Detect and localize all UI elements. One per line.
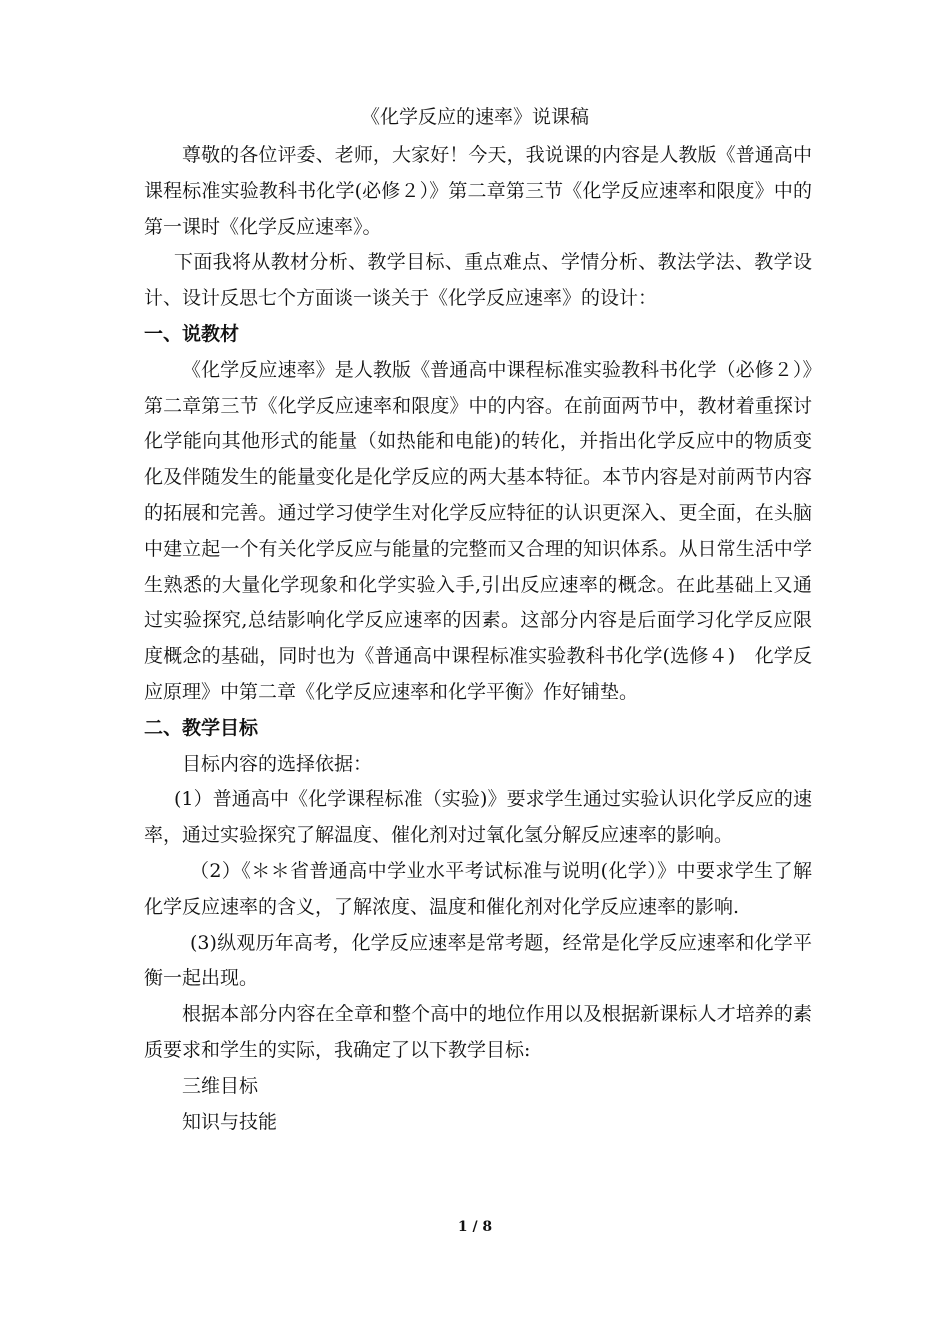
page-title: 《化学反应的速率》说课稿 — [360, 106, 589, 128]
basis-intro-paragraph: 目标内容的选择依据： — [182, 752, 373, 775]
three-dimension-label: 三维目标 — [182, 1074, 259, 1097]
page-number: 1 / 8 — [457, 1219, 493, 1235]
document-body — [144, 138, 812, 1140]
intro-paragraph-2: 下面我将从教材分析、教学目标、重点难点、学情分析、教法学法、教学设计、设计反思七个方面谈一谈关于《化学反应速率》的设计： — [144, 251, 812, 310]
knowledge-skills-label: 知识与技能 — [182, 1110, 278, 1133]
basis-item-3: (3)纵观历年高考，化学反应速率是常考题，经常是化学反应速率和化学平衡一起出现。 — [144, 931, 812, 990]
section-heading-textbook: 一、说教材 — [144, 322, 240, 345]
determine-paragraph: 根据本部分内容在全章和整个高中的地位作用以及根据新课标人才培养的素质要求和学生的实际，我确定了以下教学目标: — [144, 1003, 812, 1061]
section-heading-objectives: 二、教学目标 — [144, 716, 259, 739]
basis-item-2: （2）《＊＊省普通高中学业水平考试标准与说明(化学）》中要求学生了解化学反应速率的含义，了解浓度、温度和催化剂对化学反应速率的影响. — [144, 859, 812, 918]
basis-item-1: (1）普通高中《化学课程标准（实验)》要求学生通过实验认识化学反应的速率，通过实验探究了解温度、催化剂对过氧化氢分解反应速率的影响。 — [144, 788, 812, 847]
intro-paragraph-1: 尊敬的各位评委、老师，大家好！今天，我说课的内容是人教版《普通高中课程标准实验教科书化学(必修２）》第二章第三节《化学反应速率和限度》中的第一课时《化学反应速率》。 — [144, 144, 812, 238]
textbook-paragraph: 《化学反应速率》是人教版《普通高中课程标准实验教科书化学（必修２）》第二章第三节《化学反应速率和限度》中的内容。在前面两节中，教材着重探讨化学能向其他形式的能量（如热能和电能)的转化，并指出化学反应中的物质变化及伴随发生的能量变化是化学反应的两大基本特征。本节内容是对前两节内容的拓展和完善。通过学习使学生对化学反应特征的认识更深入、更全面，在头脑中建立起一个有关化学反应与能量的完整而又合理的知识体系。从日常生活中学生熟悉的大量化学现象和化学实验入手,引出反应速率的概念。在此基础上又通过实验探究,总结影响化学反应速率的因素。这部分内容是后面学习化学反应限度概念的基础，同时也为《普通高中课程标准实验教科书化学(选修４) 化学反应原理》中第二章《化学反应速率和化学平衡》作好铺垫。 — [144, 358, 812, 703]
